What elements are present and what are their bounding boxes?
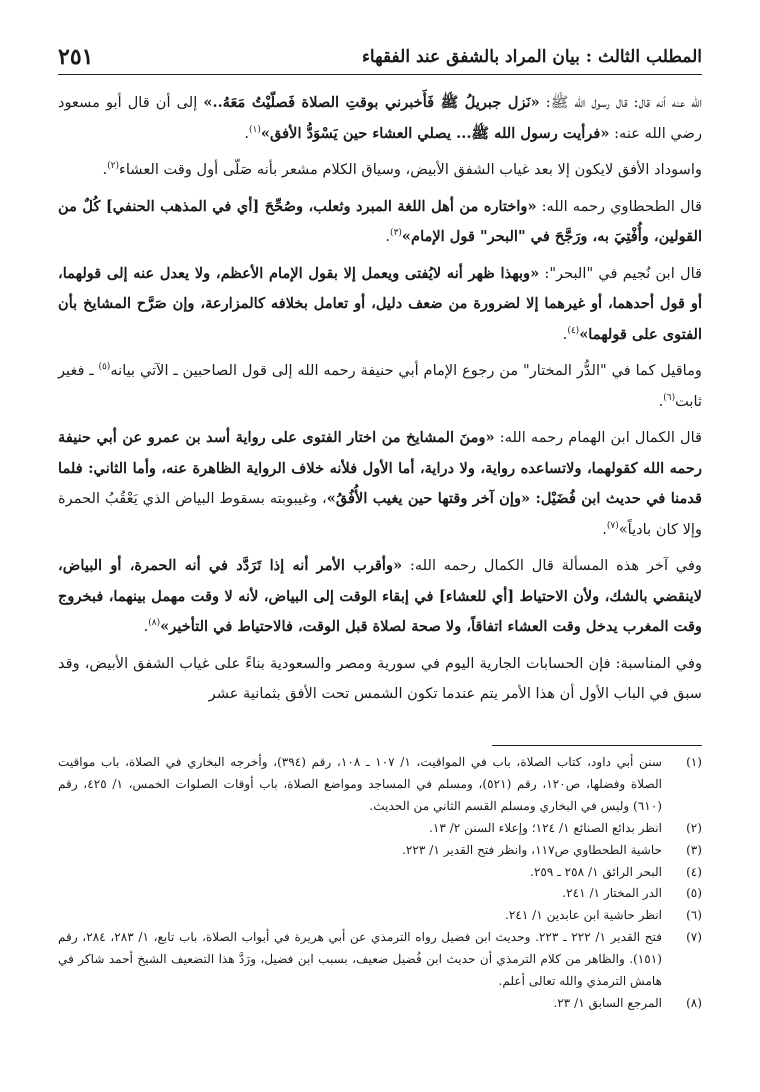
- footnote-text: حاشية الطحطاوي ص١١٧، وانظر فتح القدير ١/ ٢٢٣.: [402, 842, 662, 857]
- footnote: [58, 818, 702, 840]
- paragraph: قال الكمال ابن الهمام رحمه الله: «ومنَ المشايخ من اختار الفتوى على رواية أسد بن عمرو عن أبي حنيفة رحمه الله كقولهما، ولاتساعده رواية، ولا دراية، أما الأول فلأنه خلاف الرواية الظاهرة عنه، وأما الثاني: فلما قدمنا في حديث ابن فُضَيْل: «وإن آخر وقتها حين يغيب الأُفُقُ»، وغيبوبته بسقوط البياض الذي يَعْقُبُ الحمرة وإلا كان بادياً»$^{(٧)}$.: [58, 429, 703, 538]
- paragraph: واسوداد الأفق لايكون إلا بعد غياب الشفق الأبيض، وسياق الكلام مشعر بأنه صَلّى أول وقت العشاء$^{(٢)}$.: [102, 161, 702, 178]
- footnote-ref[interactable]: (٢): [107, 161, 119, 172]
- footnote: [58, 883, 702, 905]
- page-number: ٢٥١: [58, 44, 94, 70]
- paragraph: قال ابن نُجيم في "البحر": «وبهذا ظهر أنه لايُفتى ويعمل إلا بقول الإمام الأعظم، ولا يعدل عنه إلى قولهما، أو قول أحدهما، أو غيرهما إلا لضرورة من ضعف دليل، أو تعامل بخلافه كالمزارعة، وإن صَرَّح المشايخ بأن الفتوى على قولهما»$^{(٤)}$.: [58, 264, 702, 343]
- footnote: [58, 840, 702, 862]
- footnote-text: البحر الرائق ١/ ٢٥٨ ـ ٢٥٩.: [530, 864, 662, 879]
- body-text: [58, 88, 702, 716]
- footnote-text: سنن أبي داود، كتاب الصلاة، باب في المواقيت، ١/ ١٠٧ ـ ١٠٨، رقم (٣٩٤)، وأخرجه البخاري في الصلاة، باب مواقيت الصلاة وفضلها، ص١٢٠، رقم (٥٢١)، ومسلم في المساجد ومواضع الصلاة، باب أوقات الصلوات الخمس، ١/ ٤٢٥، رقم (٦١٠) وليس في البخاري ومسلم القسم الثاني من الحديث.: [58, 755, 663, 813]
- footnote-number: (٤): [686, 864, 702, 879]
- footnote-ref[interactable]: (٤): [567, 325, 580, 336]
- paragraph: وفي المناسبة: فإن الحسابات الجارية اليوم في سورية ومصر والسعودية بناءً على غياب الشفق الأبيض، وقد سبق في الباب الأول أن هذا الأمر يتم عندما تكون الشمس تحت الأفق بثمانية عشر: [58, 654, 702, 702]
- paragraph: الله عنه أنه قال: قال رسول الله ﷺ: «نَزل جبريلُ ﷺ فَأَخبرني بوقتِ الصلاة فَصلّيْتُ مَعَهُ..» إلى أن قال أبو مسعود رضي الله عنه: «فرأيت رسول الله ﷺ... يصلي العشاء حين يَسْوَدُّ الأفق»$^{(١)}$.: [58, 94, 702, 142]
- footnote-ref[interactable]: (٧): [606, 520, 619, 531]
- footnote: [58, 752, 702, 818]
- running-header: [58, 40, 702, 75]
- footnote: [58, 927, 702, 993]
- footnotes: [58, 752, 702, 1015]
- footnote-number: (٥): [686, 886, 702, 901]
- paragraph: قال الطحطاوي رحمه الله: «واختاره من أهل اللغة المبرد وثعلب، وصُحِّحَ [أي في المذهب الحنفي] كُلٌ من القولين، وأُفْتِيَ به، ورَجَّحَ في "البحر" قول الإمام»$^{(٣)}$.: [58, 197, 702, 245]
- paragraph: وماقيل كما في "الدُّر المختار" من رجوع الإمام أبي حنيفة رحمه الله إلى قول الصاحبين ـ الآتي بيانه$^{(٥)}$ ـ فغير ثابت$^{(٦)}$.: [58, 362, 702, 410]
- footnote-number: (٨): [686, 995, 702, 1010]
- running-title: المطلب الثالث : بيان المراد بالشفق عند الفقهاء: [361, 47, 702, 67]
- footnote-number: (٣): [686, 842, 702, 857]
- footnote-text: انظر بدائع الصنائع ١/ ١٢٤؛ وإعلاء السنن ٢/ ١٣.: [429, 820, 662, 835]
- footnote-text: المرجع السابق ١/ ٢٣.: [553, 995, 662, 1010]
- footnote: [58, 993, 702, 1015]
- footnote-number: (١): [686, 755, 702, 769]
- footnote-ref[interactable]: (٨): [148, 618, 161, 629]
- footnote-text: انظر حاشية ابن عابدين ١/ ٢٤١.: [504, 908, 662, 923]
- footnote-divider: [492, 745, 702, 746]
- footnote-ref[interactable]: (١): [249, 124, 261, 135]
- footnote-text: فتح القدير ١/ ٢٢٢ ـ ٢٢٣. وحديث ابن فضيل رواه الترمذي عن أبي هريرة في أبواب الصلاة، باب تابع، ١/ ٢٨٣، ٢٨٤، رقم (١٥١). والظاهر من كلام الترمذي أن حديث ابن فُضيل ضعيف، بسبب ابن فضيل، ورَدَّ هذا التضعيف الشيخ أحمد شاكر في هامش الترمذي والله تعالى أعلم.: [58, 930, 662, 989]
- footnote-number: (٢): [686, 820, 702, 835]
- footnote-ref[interactable]: (٥): [98, 362, 111, 373]
- footnote-ref[interactable]: (٦): [663, 392, 676, 403]
- paragraph: وفي آخر هذه المسألة قال الكمال رحمه الله: «وأقرب الأمر أنه إذا تَرَدَّد في أنه الحمرة، أو البياض، لاينقضي بالشك، ولأن الاحتياط [أي للعشاء] في إبقاء الوقت إلى البياض، لأنه لا وقت مهمل بينهما، فبخروج وقت المغرب يدخل وقت العشاء اتفاقاً، ولا صحة لصلاة قبل الوقت، فالاحتياط في التأخير»$^{(٨)}$.: [58, 557, 702, 635]
- footnote-text: الدر المختار ١/ ٢٤١.: [562, 886, 662, 901]
- footnote: [58, 862, 702, 884]
- footnote-number: (٧): [686, 930, 702, 945]
- footnote-number: (٦): [686, 908, 702, 923]
- footnote-ref[interactable]: (٣): [390, 228, 402, 239]
- footnote: [58, 905, 702, 927]
